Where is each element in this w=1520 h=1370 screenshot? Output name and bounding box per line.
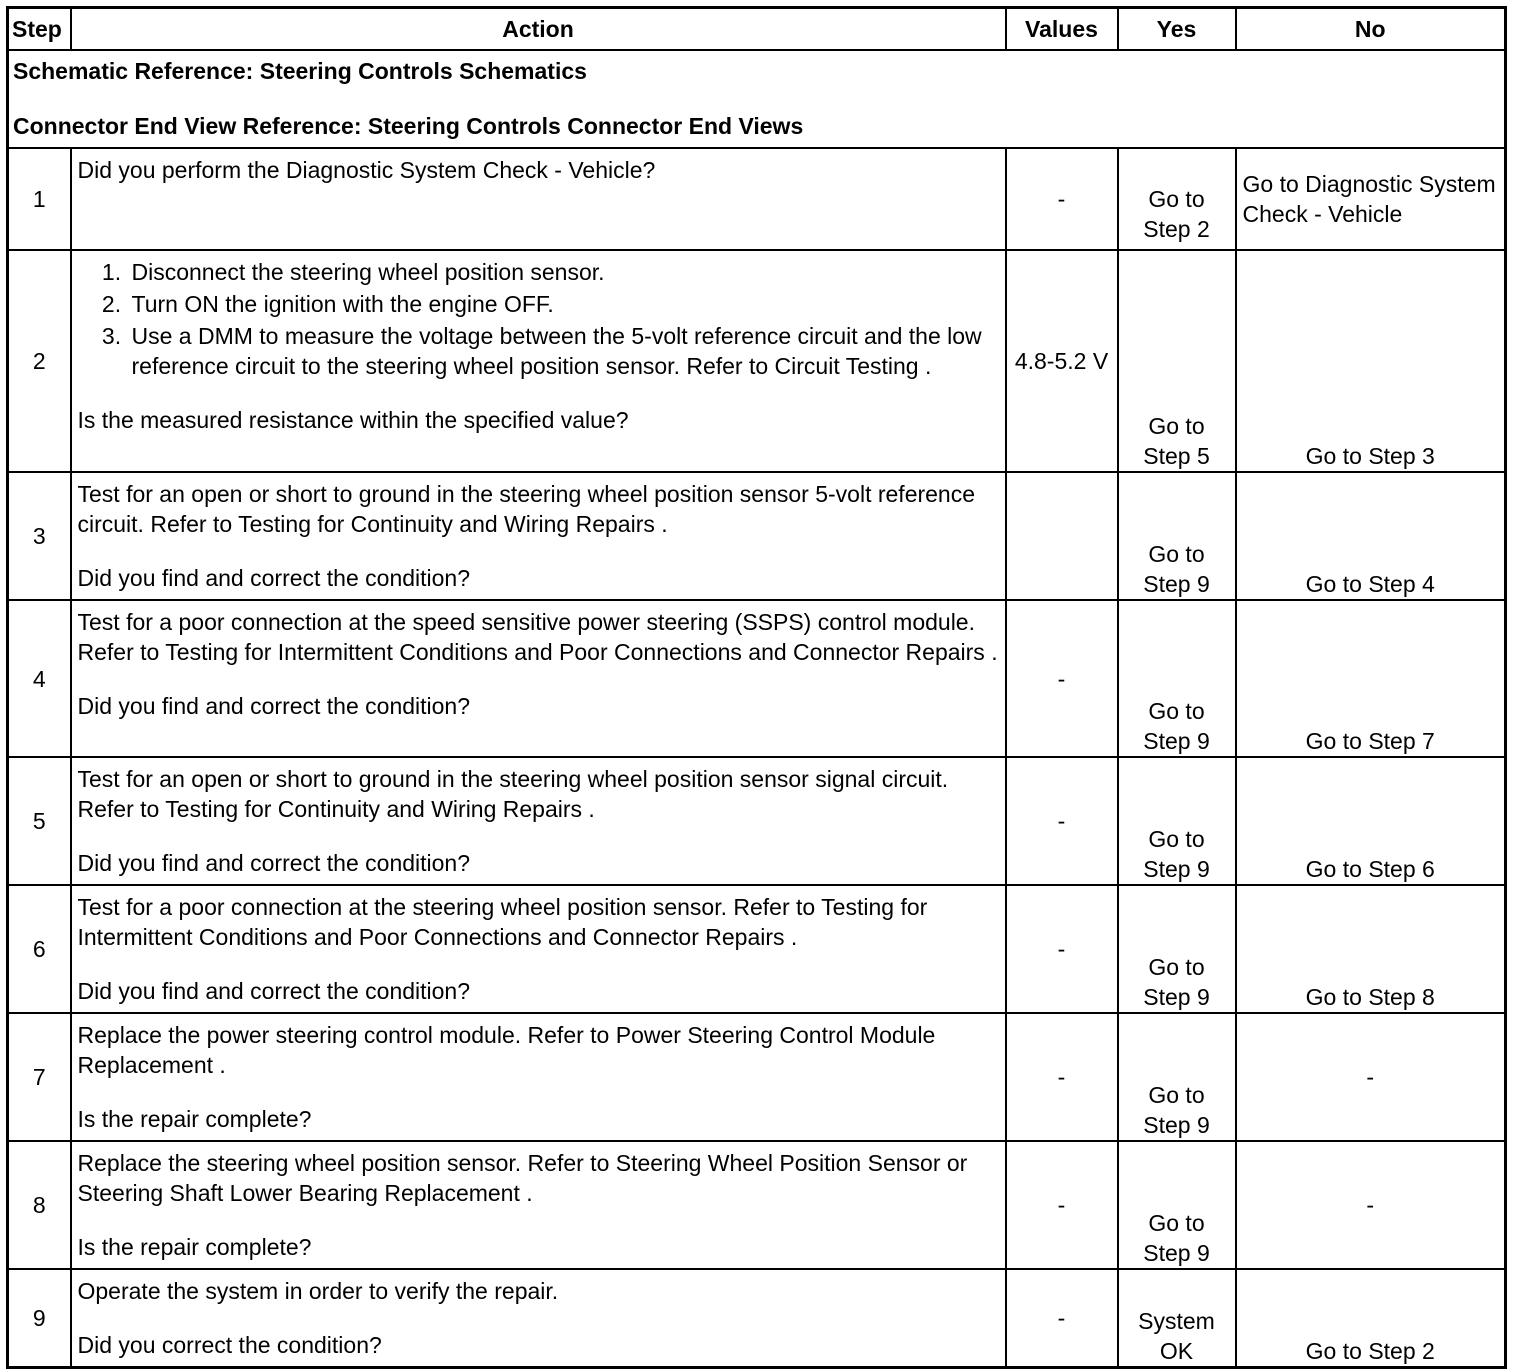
action-question: Did you find and correct the condition? xyxy=(77,693,471,719)
table-row xyxy=(8,885,1506,1013)
header-yes: Yes xyxy=(1118,8,1236,51)
header-action: Action xyxy=(71,8,1006,51)
action-substep: 2. Turn ON the ignition with the engine OFF. xyxy=(128,289,999,319)
step-yes: Go to Step 9 xyxy=(1118,600,1236,757)
table-row xyxy=(8,1013,1506,1141)
table-row xyxy=(8,250,1506,472)
action-text: Replace the steering wheel position sensor. Refer to Steering Wheel Position Sensor or Steering Shaft Lower Bearing Replacement . xyxy=(77,1150,968,1206)
step-value: - xyxy=(1006,1141,1118,1269)
step-no: Go to Step 6 xyxy=(1236,757,1506,885)
action-substep: 3. Use a DMM to measure the voltage between the 5-volt reference circuit and the low reference circuit to the steering wheel position sensor. Refer to Circuit Testing . xyxy=(128,321,999,381)
step-no: Go to Step 3 xyxy=(1236,250,1506,472)
action-question: Did you find and correct the condition? xyxy=(77,565,471,591)
action-substeps xyxy=(78,257,999,381)
schematic-reference: Schematic Reference: Steering Controls Schematics xyxy=(13,58,587,84)
step-value: - xyxy=(1006,1013,1118,1141)
step-no: - xyxy=(1236,1013,1506,1141)
step-no: Go to Step 2 xyxy=(1236,1269,1506,1368)
step-number: 8 xyxy=(8,1141,71,1269)
step-value xyxy=(1006,472,1118,600)
table-row xyxy=(8,1269,1506,1368)
step-yes: Go to Step 9 xyxy=(1118,1013,1236,1141)
reference-gap xyxy=(13,85,1498,113)
step-value: - xyxy=(1006,757,1118,885)
table-row xyxy=(8,472,1506,600)
header-values: Values xyxy=(1006,8,1118,51)
step-number: 2 xyxy=(8,250,71,472)
step-no: Go to Step 4 xyxy=(1236,472,1506,600)
step-value: - xyxy=(1006,885,1118,1013)
step-yes: System OK xyxy=(1118,1269,1236,1368)
header-no: No xyxy=(1236,8,1506,51)
action-text: Test for an open or short to ground in the steering wheel position sensor 5-volt reference circuit. Refer to Testing for Continuity and Wiring Repairs . xyxy=(77,481,976,537)
table-row xyxy=(8,1141,1506,1269)
step-no: Go to Diagnostic System Check - Vehicle xyxy=(1236,148,1506,250)
action-question: Is the repair complete? xyxy=(77,1234,312,1260)
header-step: Step xyxy=(8,8,71,51)
step-action xyxy=(71,1269,1006,1368)
step-no: - xyxy=(1236,1141,1506,1269)
connector-reference: Connector End View Reference: Steering Controls Connector End Views xyxy=(13,113,804,139)
step-number: 9 xyxy=(8,1269,71,1368)
action-text: Test for a poor connection at the speed sensitive power steering (SSPS) control module. Refer to Testing for Intermittent Conditions and Poor Connections and Connector Repairs . xyxy=(77,609,998,665)
header-row xyxy=(8,8,1506,51)
step-value: - xyxy=(1006,1269,1118,1368)
step-value: - xyxy=(1006,148,1118,250)
step-action xyxy=(71,1141,1006,1269)
step-yes: Go to Step 5 xyxy=(1118,250,1236,472)
step-yes: Go to Step 9 xyxy=(1118,1141,1236,1269)
reference-row xyxy=(8,50,1506,148)
step-yes: Go to Step 9 xyxy=(1118,885,1236,1013)
action-text: Test for a poor connection at the steering wheel position sensor. Refer to Testing for Intermittent Conditions and Poor Connections and Connector Repairs . xyxy=(77,894,928,950)
step-action xyxy=(71,250,1006,472)
action-question: Is the measured resistance within the specified value? xyxy=(77,407,629,433)
table-body xyxy=(8,50,1506,1368)
step-no: Go to Step 7 xyxy=(1236,600,1506,757)
action-question: Did you perform the Diagnostic System Check - Vehicle? xyxy=(77,157,656,183)
action-question: Did you correct the condition? xyxy=(77,1332,382,1358)
step-value: - xyxy=(1006,600,1118,757)
action-text: Replace the power steering control module. Refer to Power Steering Control Module Replacement . xyxy=(77,1022,936,1078)
step-action xyxy=(71,757,1006,885)
table-row xyxy=(8,757,1506,885)
diagnostic-table xyxy=(6,6,1507,1369)
step-number: 1 xyxy=(8,148,71,250)
action-text: Test for an open or short to ground in the steering wheel position sensor signal circuit. Refer to Testing for Continuity and Wiring Repairs . xyxy=(77,766,949,822)
step-yes: Go to Step 2 xyxy=(1118,148,1236,250)
step-action xyxy=(71,148,1006,250)
action-question: Did you find and correct the condition? xyxy=(77,978,471,1004)
step-number: 6 xyxy=(8,885,71,1013)
step-action xyxy=(71,1013,1006,1141)
step-number: 3 xyxy=(8,472,71,600)
step-number: 5 xyxy=(8,757,71,885)
step-yes: Go to Step 9 xyxy=(1118,472,1236,600)
table-row xyxy=(8,148,1506,250)
step-number: 7 xyxy=(8,1013,71,1141)
step-value: 4.8-5.2 V xyxy=(1006,250,1118,472)
reference-cell xyxy=(8,50,1506,148)
action-text: Operate the system in order to verify the repair. xyxy=(77,1278,559,1304)
table-row xyxy=(8,600,1506,757)
action-question: Is the repair complete? xyxy=(77,1106,312,1132)
step-number: 4 xyxy=(8,600,71,757)
step-action xyxy=(71,472,1006,600)
action-question: Did you find and correct the condition? xyxy=(77,850,471,876)
step-action xyxy=(71,885,1006,1013)
action-substep: 1. Disconnect the steering wheel position sensor. xyxy=(128,257,999,287)
step-no: Go to Step 8 xyxy=(1236,885,1506,1013)
step-action xyxy=(71,600,1006,757)
step-yes: Go to Step 9 xyxy=(1118,757,1236,885)
